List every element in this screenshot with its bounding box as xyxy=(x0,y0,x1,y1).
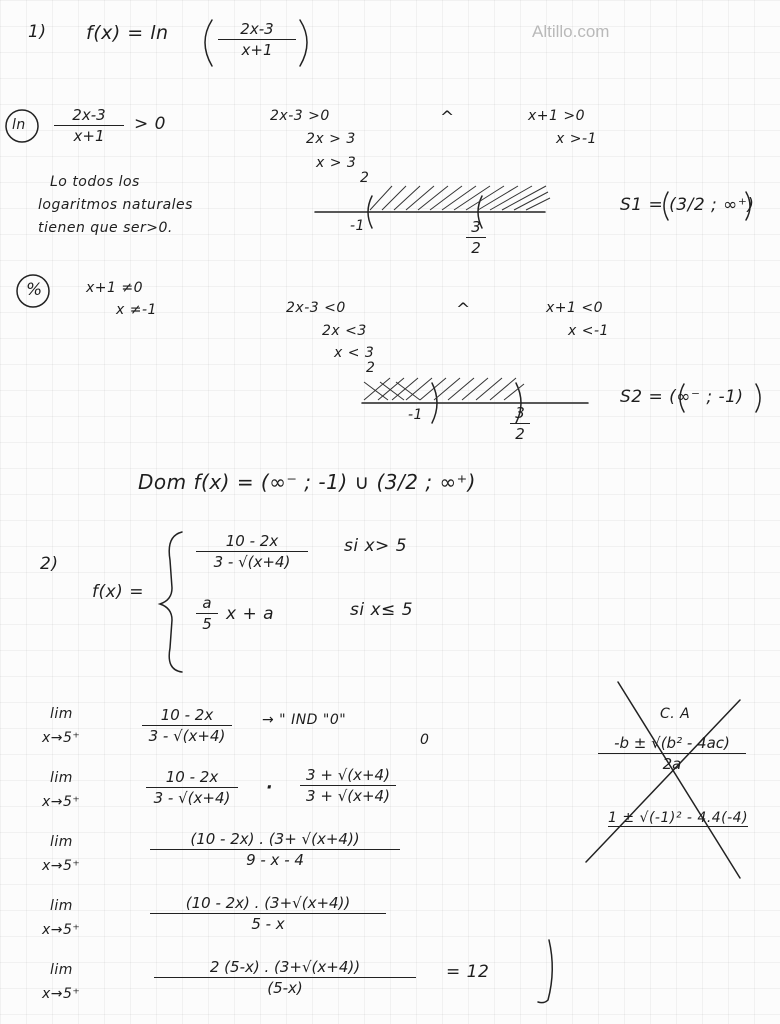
limit-4-den: 5 - x xyxy=(251,915,285,933)
condition-line-1: x+1 ≠0 xyxy=(86,280,144,296)
case-a-line-2: 2x > 3 xyxy=(306,131,356,147)
piecewise-case-1 xyxy=(196,532,308,571)
nl2-right-den: 2 xyxy=(515,425,525,443)
solution-s1: S1 = (3/2 ; ∞⁺) xyxy=(620,195,755,215)
case2-coef-num: a xyxy=(196,594,218,614)
case-e-line-1: x+1 <0 xyxy=(546,300,604,316)
note-line-3: tienen que ser>0. xyxy=(38,220,173,236)
circled-percent: % xyxy=(26,280,43,300)
limit-2b-num: 3 + √(x+4) xyxy=(300,766,396,786)
nl1-right-num: 3 xyxy=(466,218,486,238)
circled-ln: ln xyxy=(12,117,26,133)
ca-substitution: 1 ± √(-1)² - 4.4(-4) xyxy=(608,810,749,826)
numberline-1-left-label: -1 xyxy=(350,218,365,234)
ca-formula-num: -b ± √(b² - 4ac) xyxy=(598,734,746,754)
and-symbol-1: ^ xyxy=(440,108,455,128)
case-d-line-1: 2x-3 <0 xyxy=(286,300,346,316)
numberline-2-right-label xyxy=(510,404,530,443)
argument-denominator: x+1 xyxy=(241,41,273,59)
note-line-1: Lo todos los xyxy=(50,174,140,190)
watermark: Altillo.com xyxy=(532,22,610,41)
note-line-2: logaritmos naturales xyxy=(38,197,193,213)
case1-numerator: 10 - 2x xyxy=(196,532,308,552)
case-d-line-3: x < 3 xyxy=(334,345,375,361)
domain-result: Dom f(x) = (∞⁻ ; -1) ∪ (3/2 ; ∞⁺) xyxy=(138,470,476,494)
problem-1-number: 1) xyxy=(28,22,47,42)
case-a-line-1: 2x-3 >0 xyxy=(270,108,330,124)
nl2-right-num: 3 xyxy=(510,404,530,424)
ineq-relation: > 0 xyxy=(134,114,166,134)
case-e-line-2: x <-1 xyxy=(568,323,609,339)
piecewise-case-2-condition: si x≤ 5 xyxy=(350,600,414,620)
problem-2-number: 2) xyxy=(40,554,59,574)
limit-4-sub: x→5⁺ xyxy=(42,922,81,938)
limit-1-den: 3 - √(x+4) xyxy=(148,727,226,745)
limit-1-word: lim xyxy=(50,706,73,722)
domain-inequality-fraction xyxy=(54,106,124,145)
ca-quadratic-formula xyxy=(598,734,746,773)
limit-4-num: (10 - 2x) . (3+√(x+4)) xyxy=(150,894,386,914)
ca-title: C. A xyxy=(660,706,691,722)
case2-coef-den: 5 xyxy=(202,615,212,633)
case-a-line-3: x > 3 xyxy=(316,155,357,171)
piecewise-case-1-condition: si x> 5 xyxy=(344,536,408,556)
limit-4-fraction xyxy=(150,894,386,933)
ineq-denominator: x+1 xyxy=(73,127,105,145)
problem-1-argument xyxy=(218,20,296,59)
case-b-line-1: x+1 >0 xyxy=(528,108,586,124)
problem-2-function: f(x) = xyxy=(92,582,144,602)
limit-3-num: (10 - 2x) . (3+ √(x+4)) xyxy=(150,830,400,850)
argument-numerator: 2x-3 xyxy=(218,20,296,40)
limit-5-num: 2 (5-x) . (3+√(x+4)) xyxy=(154,958,416,978)
ineq-numerator: 2x-3 xyxy=(54,106,124,126)
case-d-line-2: 2x <3 xyxy=(322,323,367,339)
limit-2-dot: · xyxy=(266,778,273,798)
nl1-right-den: 2 xyxy=(471,239,481,257)
problem-1-function: f(x) = ln xyxy=(86,22,169,44)
and-symbol-2: ^ xyxy=(456,300,471,320)
piecewise-case-2-expr: x + a xyxy=(226,604,275,624)
limit-3-fraction xyxy=(150,830,400,869)
limit-2-fraction-a xyxy=(146,768,238,807)
limit-5-sub: x→5⁺ xyxy=(42,986,81,1002)
limit-5-fraction xyxy=(154,958,416,997)
condition-line-2: x ≠-1 xyxy=(116,302,157,318)
limit-1-result-den: 0 xyxy=(420,732,430,748)
limit-1-fraction xyxy=(142,706,232,745)
case-d-line-3-den: 2 xyxy=(366,360,376,376)
limit-2-sub: x→5⁺ xyxy=(42,794,81,810)
case1-denominator: 3 - √(x+4) xyxy=(213,553,291,571)
limit-5-result: = 12 xyxy=(446,962,490,982)
ca-formula-den: 2a xyxy=(662,755,682,773)
numberline-2-left-label: -1 xyxy=(408,407,423,423)
limit-4-word: lim xyxy=(50,898,73,914)
numberline-1-right-label xyxy=(466,218,486,257)
limit-2-word: lim xyxy=(50,770,73,786)
limit-1-sub: x→5⁺ xyxy=(42,730,81,746)
limit-5-word: lim xyxy=(50,962,73,978)
limit-2-fraction-b xyxy=(300,766,396,805)
limit-2a-den: 3 - √(x+4) xyxy=(153,789,231,807)
limit-2a-num: 10 - 2x xyxy=(146,768,238,788)
limit-3-word: lim xyxy=(50,834,73,850)
case-b-line-2: x >-1 xyxy=(556,131,597,147)
limit-1-num: 10 - 2x xyxy=(142,706,232,726)
limit-1-result: → " IND "0" xyxy=(262,712,347,728)
piecewise-case-2-coef xyxy=(196,594,218,633)
limit-3-den: 9 - x - 4 xyxy=(246,851,304,869)
solution-s2: S2 = (∞⁻ ; -1) xyxy=(620,387,744,407)
case-a-line-3-den: 2 xyxy=(360,170,370,186)
limit-3-sub: x→5⁺ xyxy=(42,858,81,874)
limit-5-den: (5-x) xyxy=(267,979,303,997)
limit-2b-den: 3 + √(x+4) xyxy=(306,787,390,805)
